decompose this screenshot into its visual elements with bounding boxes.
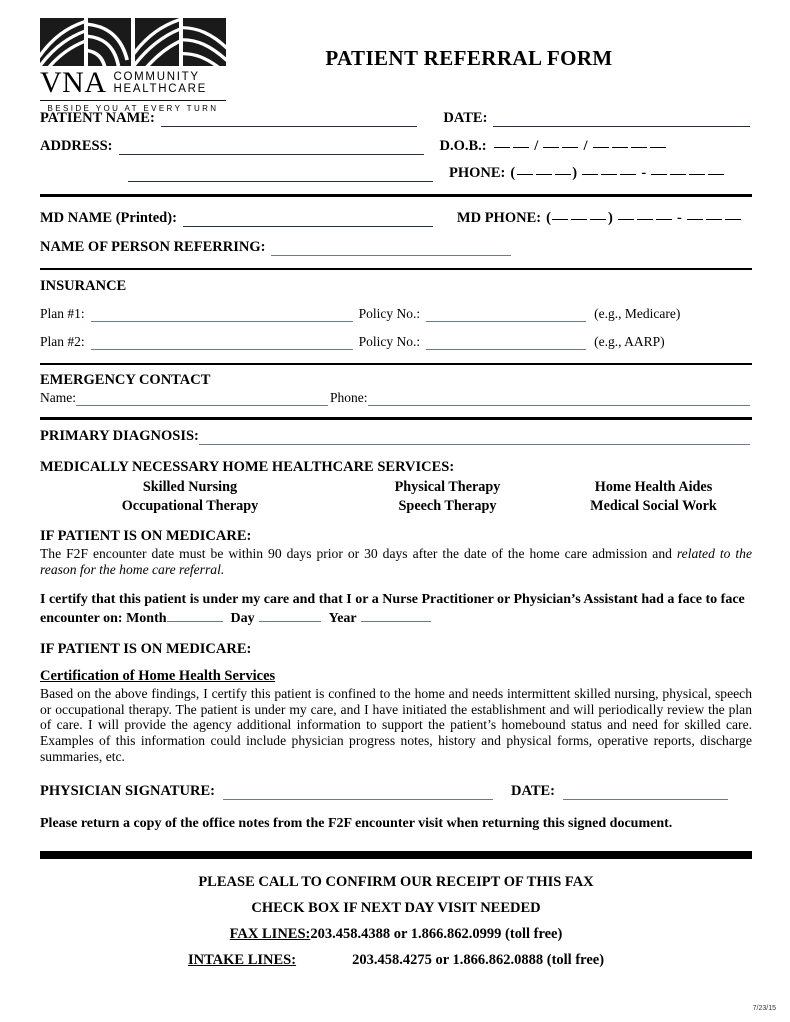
revision-stamp: 7/23/15 bbox=[752, 1005, 776, 1012]
intake-lines-value: 203.458.4275 or 1.866.862.0888 (toll free) bbox=[352, 952, 605, 969]
certify-encounter-row bbox=[40, 608, 752, 627]
insurance-plan1-row bbox=[40, 306, 752, 322]
patient-address-line2-row bbox=[40, 165, 752, 182]
document-header bbox=[40, 0, 752, 113]
certify-day-label: Day bbox=[230, 611, 255, 627]
md-name-label: MD NAME (Printed): bbox=[40, 210, 177, 226]
signature-date-input[interactable] bbox=[563, 785, 728, 800]
referring-person-label: NAME OF PERSON REFERRING: bbox=[40, 239, 266, 255]
service-home-health-aides[interactable]: Home Health Aides bbox=[594, 479, 713, 495]
medicare-heading-1: IF PATIENT IS ON MEDICARE: bbox=[40, 528, 252, 544]
emergency-phone-input[interactable] bbox=[368, 391, 750, 406]
plan1-label: Plan #1: bbox=[40, 306, 85, 321]
emergency-phone-label: Phone: bbox=[330, 390, 368, 405]
return-note: Please return a copy of the office notes from the F2F encounter visit when returning this signed document. bbox=[40, 816, 673, 832]
footer-checkbox-line: CHECK BOX IF NEXT DAY VISIT NEEDED bbox=[251, 900, 541, 917]
patient-phone-label: PHONE: bbox=[449, 165, 506, 181]
logo-community-line: COMMUNITY bbox=[113, 70, 200, 83]
emergency-name-label: Name: bbox=[40, 390, 76, 405]
services-row bbox=[40, 497, 752, 516]
service-medical-social-work[interactable]: Medical Social Work bbox=[590, 498, 717, 514]
service-occupational-therapy[interactable]: Occupational Therapy bbox=[121, 498, 259, 514]
logo-vna-text: VNA bbox=[40, 66, 107, 99]
logo-healthcare-line: HEALTHCARE bbox=[113, 83, 207, 95]
page-title: PATIENT REFERRAL FORM bbox=[325, 46, 613, 70]
patient-name-label: PATIENT NAME: bbox=[40, 110, 155, 126]
md-name-input[interactable] bbox=[183, 212, 433, 227]
emergency-contact-heading: EMERGENCY CONTACT bbox=[40, 372, 211, 388]
certify-month-input[interactable] bbox=[167, 608, 223, 622]
logo-tile-2 bbox=[88, 18, 132, 66]
physician-signature-input[interactable] bbox=[223, 785, 493, 800]
plan2-input[interactable] bbox=[91, 335, 353, 350]
address-line2-input[interactable] bbox=[128, 167, 433, 182]
date-input[interactable] bbox=[493, 112, 750, 127]
plan1-policy-input[interactable] bbox=[426, 307, 586, 322]
plan2-policy-label: Policy No.: bbox=[358, 334, 421, 349]
services-grid bbox=[40, 478, 752, 516]
patient-name-row bbox=[40, 110, 752, 127]
certification-subheading: Certification of Home Health Services bbox=[40, 668, 276, 685]
fax-lines-value: 203.458.4388 or 1.866.862.0999 (toll free) bbox=[310, 926, 563, 943]
referring-person-input[interactable] bbox=[271, 241, 510, 256]
intake-lines-label: INTAKE LINES: bbox=[187, 952, 297, 969]
date-label: DATE: bbox=[443, 110, 488, 126]
logo-tile-4 bbox=[183, 18, 227, 66]
service-skilled-nursing[interactable]: Skilled Nursing bbox=[142, 479, 238, 495]
md-phone-input[interactable]: ( ) - bbox=[546, 210, 742, 227]
patient-name-input[interactable] bbox=[161, 112, 418, 127]
medicare-f2f-italic: related to the reason for the home care referral. bbox=[40, 546, 752, 577]
signature-row bbox=[40, 783, 752, 800]
footer-intake-row bbox=[40, 947, 752, 973]
plan1-example: (e.g., Medicare) bbox=[594, 306, 681, 321]
medicare-f2f-plain: The F2F encounter date must be within 90 days prior or 30 days after the date of the home care admission and bbox=[40, 546, 677, 561]
logo-tagline: BESIDE YOU AT EVERY TURN bbox=[47, 103, 219, 113]
emergency-contact-row bbox=[40, 390, 752, 406]
md-name-row bbox=[40, 210, 752, 227]
certification-paragraph: Based on the above findings, I certify this patient is confined to the home and needs intermittent skilled nursing, physical, speech or occupational therapy. The patient is under my care, and I have initiated the establishment and will periodically review the plan of care. I will provide the agency additional information to support the patient’s homebound status and need for skilled care. Examples of this information could include physician progress notes, history and physical forms, operative reports, discharge summaries, etc. bbox=[40, 686, 752, 764]
footer-block bbox=[40, 859, 752, 973]
logo-community-healthcare bbox=[114, 71, 207, 96]
plan2-policy-input[interactable] bbox=[426, 335, 586, 350]
signature-date-label: DATE: bbox=[510, 783, 556, 800]
insurance-plan2-row bbox=[40, 334, 752, 350]
logo-wordmark bbox=[40, 66, 226, 99]
primary-diagnosis-label: PRIMARY DIAGNOSIS: bbox=[40, 428, 199, 444]
address-label: ADDRESS: bbox=[40, 138, 113, 154]
certify-month-label: encounter on: Month bbox=[40, 611, 167, 627]
insurance-heading: INSURANCE bbox=[40, 278, 127, 294]
service-speech-therapy[interactable]: Speech Therapy bbox=[398, 498, 497, 514]
certify-year-label: Year bbox=[328, 611, 357, 627]
fax-lines-label: FAX LINES: bbox=[229, 926, 311, 943]
md-phone-label: MD PHONE: bbox=[456, 210, 542, 226]
dob-label: D.O.B.: bbox=[439, 138, 487, 154]
dob-input[interactable]: / / bbox=[493, 138, 668, 155]
physician-signature-label: PHYSICIAN SIGNATURE: bbox=[40, 783, 215, 800]
footer-confirm-line: PLEASE CALL TO CONFIRM OUR RECEIPT OF THIS FAX bbox=[198, 874, 594, 891]
logo-tile-1 bbox=[40, 18, 84, 66]
plan1-policy-label: Policy No.: bbox=[358, 306, 421, 321]
divider-footer bbox=[40, 851, 752, 859]
emergency-name-input[interactable] bbox=[76, 391, 328, 406]
medicare-heading-2: IF PATIENT IS ON MEDICARE: bbox=[40, 641, 252, 658]
plan2-label: Plan #2: bbox=[40, 334, 85, 349]
service-physical-therapy[interactable]: Physical Therapy bbox=[394, 479, 501, 495]
plan2-example: (e.g., AARP) bbox=[594, 334, 665, 349]
referring-person-row bbox=[40, 239, 752, 256]
patient-address-row bbox=[40, 138, 752, 155]
footer-fax-row bbox=[40, 921, 752, 947]
primary-diagnosis-row bbox=[40, 428, 752, 445]
patient-phone-input[interactable]: ( ) - bbox=[510, 165, 725, 182]
logo-tiles bbox=[40, 18, 226, 66]
medicare-f2f-text bbox=[40, 546, 752, 577]
certify-line-1: I certify that this patient is under my care and that I or a Nurse Practitioner or Physician’s Assistant had a face to face bbox=[40, 592, 745, 608]
primary-diagnosis-input[interactable] bbox=[199, 430, 750, 445]
services-heading: MEDICALLY NECESSARY HOME HEALTHCARE SERVICES: bbox=[40, 459, 455, 475]
services-row bbox=[40, 478, 752, 497]
logo-tile-3 bbox=[135, 18, 179, 66]
certify-year-input[interactable] bbox=[361, 608, 431, 622]
address-input[interactable] bbox=[119, 140, 424, 155]
certify-day-input[interactable] bbox=[259, 608, 321, 622]
vna-logo bbox=[40, 18, 226, 113]
plan1-input[interactable] bbox=[91, 307, 353, 322]
